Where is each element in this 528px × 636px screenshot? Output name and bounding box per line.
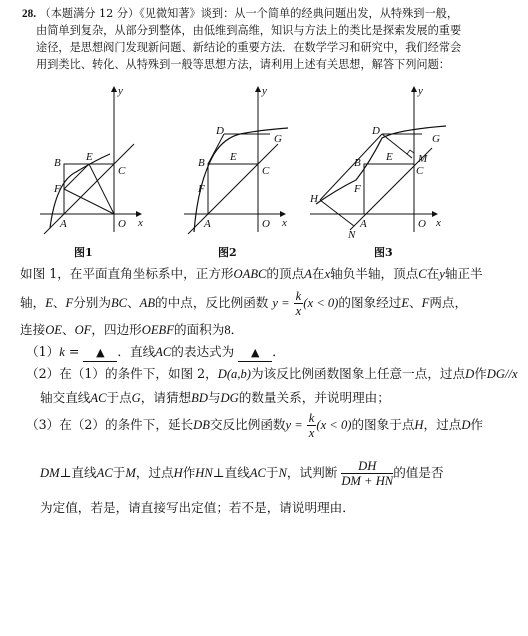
fraction-numerator: DH (341, 459, 393, 474)
q2-math: BD (191, 391, 208, 405)
stem-text: 、 (61, 322, 75, 337)
q2-math: DG (220, 391, 239, 405)
q3-text: 作 (470, 417, 484, 432)
stem-math: A (304, 267, 312, 281)
fig3-label-y: y (418, 85, 423, 97)
fig3-label-A: A (360, 218, 367, 230)
stem-text: 的顶点 (266, 266, 305, 281)
fraction-denominator: x (295, 304, 302, 318)
q2-text: 轴交直线 (40, 390, 91, 405)
stem-math: E (45, 296, 53, 310)
q3-math: H (173, 466, 183, 480)
q3-text: 于 (112, 465, 126, 480)
q3-math: DM (40, 466, 60, 480)
stem-line-1 (20, 266, 483, 282)
q2-text: （2）在（1）的条件下，如图 2， (26, 366, 218, 381)
figure-1-diagram (36, 82, 156, 242)
question-2-line-2 (40, 390, 390, 406)
fig2-label-G: G (274, 133, 282, 145)
fig3-label-G: G (432, 133, 440, 145)
fig1-label-F: F (54, 183, 61, 195)
fig2-label-y: y (262, 85, 267, 97)
stem-math: AB (139, 296, 156, 310)
q3-math: D (461, 418, 471, 432)
q1-text: = (68, 344, 80, 359)
q3-text: （3）在（2）的条件下，延长 (26, 417, 194, 432)
stem-text: 、 (52, 295, 66, 310)
problem-intro-line-4 (36, 57, 450, 73)
fig1-label-B: B (54, 157, 61, 169)
q1-math: AC (155, 345, 172, 359)
stem-math: OF (74, 323, 92, 337)
fig3-label-O: O (418, 218, 426, 230)
q3-text: 的值是否 (393, 465, 444, 480)
figure-3-diagram (306, 82, 456, 242)
stem-line-3 (20, 322, 243, 338)
q3-text: 为定值，若是，请直接写出定值；若不是，请说明理由． (40, 500, 355, 515)
stem-math: C (418, 267, 427, 281)
intro-text-4: 用到类比、转化、从特殊到一般等思想方法，请利用上述有关思想，解答下列问题： (36, 58, 450, 71)
q3-text: ，过点 (423, 417, 462, 432)
q2-text: 与 (207, 390, 221, 405)
answer-blank-2[interactable] (238, 345, 272, 362)
q2-text: 作 (474, 366, 487, 381)
stem-text: 、 (127, 295, 140, 310)
fig2-label-F: F (198, 183, 205, 195)
fig2-label-E: E (230, 151, 237, 163)
stem-math: OEBF (141, 323, 174, 337)
stem-math: E (401, 296, 410, 310)
problem-intro-line-2 (36, 23, 461, 39)
fraction-denominator: DM + HN (341, 474, 394, 488)
question-3-line-2 (40, 456, 444, 490)
q3-text: ，过点 (135, 465, 174, 480)
fig1-label-y: y (118, 85, 123, 97)
stem-line-2 (20, 288, 467, 318)
fraction-denominator: x (308, 426, 315, 440)
stem-math: F (421, 296, 430, 310)
fig3-label-D: D (372, 125, 380, 137)
problem-intro-line-1 (22, 6, 458, 22)
stem-text: 轴正半 (444, 266, 483, 281)
answer-blank-marker: ▲ (251, 346, 260, 359)
q1-math: k (59, 345, 65, 359)
answer-blank-1[interactable] (83, 345, 117, 362)
q3-math: y = (285, 418, 303, 432)
q3-math: DB (193, 418, 210, 432)
fig3-label-H: H (310, 193, 318, 205)
stem-math: BC (110, 296, 128, 310)
intro-text-2: 由简单到复杂，从部分到整体，由低维到高维，知识与方法上的类比是探索发展的重要 (36, 24, 462, 37)
stem-text: 分别为 (73, 295, 111, 310)
intro-text-3: 途径，是思想阀门发现新问题、新结论的重要方法．在数学学习和研究中，我们经常会 (36, 41, 462, 54)
answer-blank-marker: ▲ (96, 346, 105, 359)
fig2-label-O: O (262, 218, 270, 230)
stem-text: 在 (311, 266, 325, 281)
q1-text: ．直线 (117, 344, 156, 359)
fig2-label-B: B (198, 157, 205, 169)
intro-text-1: （本题满分 12 分）《见微知著》谈到：从一个简单的经典问题出发，从特殊到一般， (39, 7, 459, 20)
figure-2 (180, 82, 300, 242)
q3-text: 交反比例函数 (209, 417, 286, 432)
stem-text: ，四边形 (91, 322, 142, 337)
figure-2-caption: 图2 (218, 246, 237, 259)
q2-math: D(a,b) (217, 367, 251, 381)
q1-text: 的表达式为 (171, 344, 235, 359)
q2-math: AC (90, 391, 107, 405)
q3-math: HN (195, 466, 213, 480)
q3-text: ，试判断 (286, 465, 338, 480)
fraction-dh-ratio (341, 459, 393, 488)
fig1-label-C: C (118, 165, 126, 177)
q2-text: ，请猜想 (140, 390, 192, 405)
figure-3-caption: 图3 (374, 246, 393, 259)
stem-math: y = (272, 296, 290, 310)
stem-text: 轴， (20, 295, 46, 310)
stem-text: 在 (426, 266, 440, 281)
stem-text: 的图象经过 (338, 295, 402, 310)
stem-text: 连接 (20, 322, 46, 337)
stem-text: 如图 1，在平面直角坐标系中，正方形 (20, 266, 234, 281)
fig3-label-C: C (416, 165, 424, 177)
q3-math: M (125, 466, 136, 480)
q3-text: ⊥直线 (59, 465, 97, 480)
fig1-label-x: x (138, 217, 143, 229)
fig2-label-D: D (216, 125, 224, 137)
q2-text: 于点 (106, 390, 132, 405)
q1-text: ． (272, 344, 285, 359)
fig1-label-O: O (118, 218, 126, 230)
fig1-label-E: E (86, 151, 93, 163)
q3-text: 的图象于点 (351, 417, 415, 432)
question-2-line-1 (26, 366, 518, 382)
stem-text: 的面积为 (173, 322, 225, 337)
stem-math: 8 (224, 323, 231, 337)
stem-math: OE (45, 323, 62, 337)
fig2-label-A: A (204, 218, 211, 230)
stem-math: x (324, 267, 331, 281)
stem-text: ． (230, 322, 244, 337)
q3-math: AC (249, 466, 266, 480)
q2-math: D (465, 367, 475, 381)
stem-math: y (439, 267, 445, 281)
q2-math: DG//x (486, 367, 518, 381)
q3-math: (x < 0) (316, 418, 352, 432)
question-3-line-1 (26, 410, 483, 440)
q3-text: ⊥直线 (212, 465, 250, 480)
fig3-label-N: N (348, 229, 356, 241)
problem-number: 28. (22, 8, 36, 20)
question-1 (26, 344, 285, 362)
fig1-label-A: A (60, 218, 67, 230)
q2-math: G (131, 391, 141, 405)
fig2-label-x: x (282, 217, 287, 229)
stem-text: 的中点，反比例函数 (155, 295, 269, 310)
question-3-line-3 (40, 500, 355, 516)
figure-1-caption: 图1 (74, 246, 93, 259)
figure-1 (36, 82, 156, 242)
fig3-label-B: B (354, 157, 361, 169)
figure-2-diagram (180, 82, 300, 242)
stem-text: 、 (409, 295, 422, 310)
stem-math: OABC (233, 267, 267, 281)
fig3-label-E: E (386, 151, 393, 163)
stem-text: 两点， (429, 295, 468, 310)
q3-math: N (278, 466, 287, 480)
stem-math: F (65, 296, 74, 310)
fig3-label-M: M (418, 153, 428, 165)
q3-math: H (414, 418, 424, 432)
fraction-k-over-x-2 (307, 411, 317, 440)
fig3-label-x: x (436, 217, 441, 229)
q2-text: 的数量关系，并说明理由； (238, 390, 390, 405)
q3-text: 于 (265, 465, 279, 480)
q3-text: 作 (182, 465, 196, 480)
stem-text: 轴负半轴，顶点 (330, 266, 419, 281)
stem-math: (x < 0) (303, 296, 339, 310)
problem-intro-line-3 (36, 40, 461, 56)
figure-3 (306, 82, 456, 242)
fig3-label-F: F (354, 183, 361, 195)
fraction-numerator: k (308, 411, 315, 425)
fraction-numerator: k (295, 289, 302, 303)
q1-text: （1） (26, 344, 60, 359)
fraction-k-over-x (294, 289, 304, 318)
q2-text: 为该反比例函数图象上任意一点，过点 (251, 366, 466, 381)
fig2-label-C: C (262, 165, 270, 177)
q3-math: AC (96, 466, 113, 480)
